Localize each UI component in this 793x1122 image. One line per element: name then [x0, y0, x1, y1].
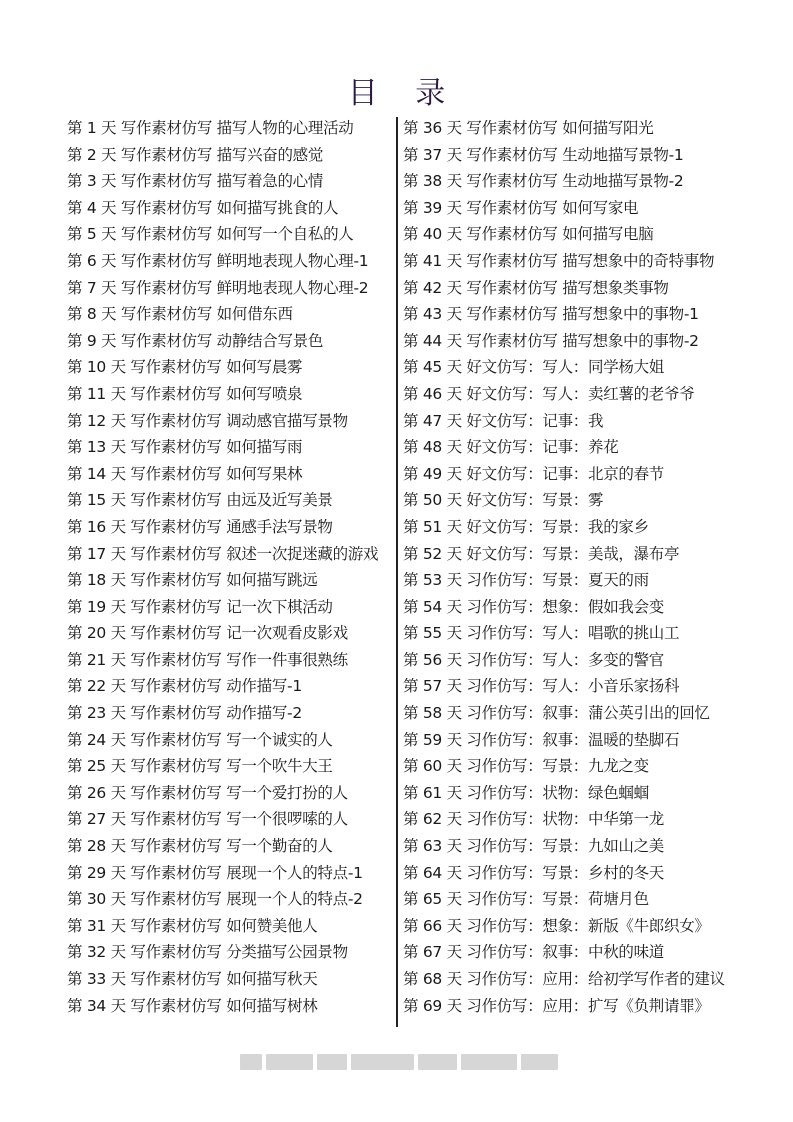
toc-entry[interactable]: 第 7 天 写作素材仿写 鲜明地表现人物心理-2	[67, 278, 369, 297]
toc-entry[interactable]: 第 12 天 写作素材仿写 调动感官描写景物	[67, 411, 348, 430]
toc-entry[interactable]: 第 1 天 写作素材仿写 描写人物的心理活动	[67, 119, 354, 137]
toc-entry[interactable]: 第 17 天 写作素材仿写 叙述一次捉迷藏的游戏	[67, 544, 379, 563]
page-title: 目 录	[347, 76, 460, 111]
toc-entry[interactable]: 第 54 天 习作仿写：想象：假如我会变	[403, 597, 665, 616]
toc-entry[interactable]: 第 36 天 写作素材仿写 如何描写阳光	[403, 119, 654, 137]
toc-right-column	[403, 115, 743, 1019]
toc-entry[interactable]: 第 53 天 习作仿写：写景：夏天的雨	[403, 571, 649, 590]
toc-entry[interactable]: 第 19 天 写作素材仿写 记一次下棋活动	[67, 597, 333, 616]
toc-entry[interactable]: 第 49 天 好文仿写：记事：北京的春节	[403, 464, 665, 483]
toc-entry[interactable]: 第 56 天 习作仿写：写人：多变的警官	[403, 650, 665, 669]
toc-entry[interactable]: 第 6 天 写作素材仿写 鲜明地表现人物心理-1	[67, 251, 369, 270]
toc-entry[interactable]: 第 55 天 习作仿写：写人：唱歌的挑山工	[403, 624, 680, 643]
toc-entry[interactable]: 第 34 天 写作素材仿写 如何描写树林	[67, 996, 318, 1015]
toc-entry[interactable]: 第 10 天 写作素材仿写 如何写晨雾	[67, 358, 303, 377]
toc-entry[interactable]: 第 32 天 写作素材仿写 分类描写公园景物	[67, 943, 348, 962]
toc-entry[interactable]: 第 61 天 习作仿写：状物：绿色蝈蝈	[403, 783, 649, 802]
toc-entry[interactable]: 第 47 天 好文仿写：记事：我	[403, 411, 604, 430]
toc-entry[interactable]: 第 28 天 写作素材仿写 写一个勤奋的人	[67, 837, 333, 856]
toc-entry[interactable]: 第 11 天 写作素材仿写 如何写喷泉	[67, 384, 303, 403]
toc-entry[interactable]: 第 26 天 写作素材仿写 写一个爱打扮的人	[67, 783, 348, 802]
toc-entry[interactable]: 第 3 天 写作素材仿写 描写着急的心情	[67, 172, 324, 191]
toc-left-column	[67, 115, 392, 1019]
toc-entry[interactable]: 第 29 天 写作素材仿写 展现一个人的特点-1	[67, 863, 363, 882]
toc-entry[interactable]: 第 64 天 习作仿写：写景：乡村的冬天	[403, 863, 665, 882]
toc-entry[interactable]: 第 31 天 写作素材仿写 如何赞美他人	[67, 916, 318, 935]
toc-entry[interactable]: 第 27 天 写作素材仿写 写一个很啰嗦的人	[67, 810, 348, 829]
footer-watermark	[240, 1054, 558, 1070]
toc-entry[interactable]: 第 8 天 写作素材仿写 如何借东西	[67, 305, 293, 324]
toc-entry[interactable]: 第 42 天 写作素材仿写 描写想象类事物	[403, 278, 669, 297]
toc-entry[interactable]: 第 4 天 写作素材仿写 如何描写挑食的人	[67, 198, 339, 217]
toc-entry[interactable]: 第 9 天 写作素材仿写 动静结合写景色	[67, 331, 324, 350]
toc-entry[interactable]: 第 41 天 写作素材仿写 描写想象中的奇特事物	[403, 251, 715, 270]
toc-entry[interactable]: 第 66 天 习作仿写：想象：新版《牛郎织女》	[403, 916, 710, 935]
toc-entry[interactable]: 第 5 天 写作素材仿写 如何写一个自私的人	[67, 225, 354, 244]
toc-entry[interactable]: 第 58 天 习作仿写：叙事：蒲公英引出的回忆	[403, 704, 710, 723]
toc-entry[interactable]: 第 24 天 写作素材仿写 写一个诚实的人	[67, 730, 333, 749]
toc-entry[interactable]: 第 22 天 写作素材仿写 动作描写-1	[67, 677, 302, 696]
toc-entry[interactable]: 第 52 天 好文仿写：写景：美哉，瀑布亭	[403, 544, 680, 563]
toc-entry[interactable]: 第 65 天 习作仿写：写景：荷塘月色	[403, 890, 649, 909]
toc-entry[interactable]: 第 33 天 写作素材仿写 如何描写秋天	[67, 970, 318, 988]
toc-entry[interactable]: 第 16 天 写作素材仿写 通感手法写景物	[67, 517, 333, 536]
toc-entry[interactable]: 第 60 天 习作仿写：写景：九龙之变	[403, 757, 649, 776]
toc-entry[interactable]: 第 67 天 习作仿写：叙事：中秋的味道	[403, 943, 665, 962]
toc-entry[interactable]: 第 63 天 习作仿写：写景：九如山之美	[403, 837, 665, 856]
toc-entry[interactable]: 第 13 天 写作素材仿写 如何描写雨	[67, 438, 303, 457]
toc-entry[interactable]: 第 45 天 好文仿写：写人：同学杨大姐	[403, 358, 665, 377]
toc-entry[interactable]: 第 46 天 好文仿写：写人：卖红薯的老爷爷	[403, 384, 695, 403]
toc-entry[interactable]: 第 18 天 写作素材仿写 如何描写跳远	[67, 571, 318, 590]
toc-entry[interactable]: 第 21 天 写作素材仿写 写作一件事很熟练	[67, 650, 348, 669]
toc-entry[interactable]: 第 37 天 写作素材仿写 生动地描写景物-1	[403, 145, 684, 164]
toc-entry[interactable]: 第 40 天 写作素材仿写 如何描写电脑	[403, 225, 654, 244]
toc-entry[interactable]: 第 20 天 写作素材仿写 记一次观看皮影戏	[67, 624, 348, 643]
toc-entry[interactable]: 第 51 天 好文仿写：写景：我的家乡	[403, 517, 649, 536]
toc-entry[interactable]: 第 23 天 写作素材仿写 动作描写-2	[67, 704, 302, 723]
toc-entry[interactable]: 第 44 天 写作素材仿写 描写想象中的事物-2	[403, 331, 699, 350]
column-divider	[396, 117, 398, 1027]
toc-entry[interactable]: 第 38 天 写作素材仿写 生动地描写景物-2	[403, 172, 684, 191]
toc-entry[interactable]: 第 50 天 好文仿写：写景：雾	[403, 491, 604, 510]
toc-entry[interactable]: 第 30 天 写作素材仿写 展现一个人的特点-2	[67, 890, 363, 909]
toc-entry[interactable]: 第 48 天 好文仿写：记事：养花	[403, 438, 619, 457]
toc-entry[interactable]: 第 14 天 写作素材仿写 如何写果林	[67, 464, 303, 483]
toc-entry[interactable]: 第 62 天 习作仿写：状物：中华第一龙	[403, 810, 665, 829]
toc-entry[interactable]: 第 57 天 习作仿写：写人：小音乐家扬科	[403, 677, 680, 696]
toc-entry[interactable]: 第 15 天 写作素材仿写 由远及近写美景	[67, 491, 333, 510]
toc-entry[interactable]: 第 59 天 习作仿写：叙事：温暖的垫脚石	[403, 730, 680, 749]
toc-entry[interactable]: 第 25 天 写作素材仿写 写一个吹牛大王	[67, 757, 333, 776]
toc-entry[interactable]: 第 39 天 写作素材仿写 如何写家电	[403, 198, 639, 217]
toc-entry[interactable]: 第 2 天 写作素材仿写 描写兴奋的感觉	[67, 145, 324, 164]
toc-entry[interactable]: 第 68 天 习作仿写：应用：给初学写作者的建议	[403, 970, 725, 988]
toc-entry[interactable]: 第 69 天 习作仿写：应用：扩写《负荆请罪》	[403, 996, 710, 1015]
toc-entry[interactable]: 第 43 天 写作素材仿写 描写想象中的事物-1	[403, 305, 699, 324]
